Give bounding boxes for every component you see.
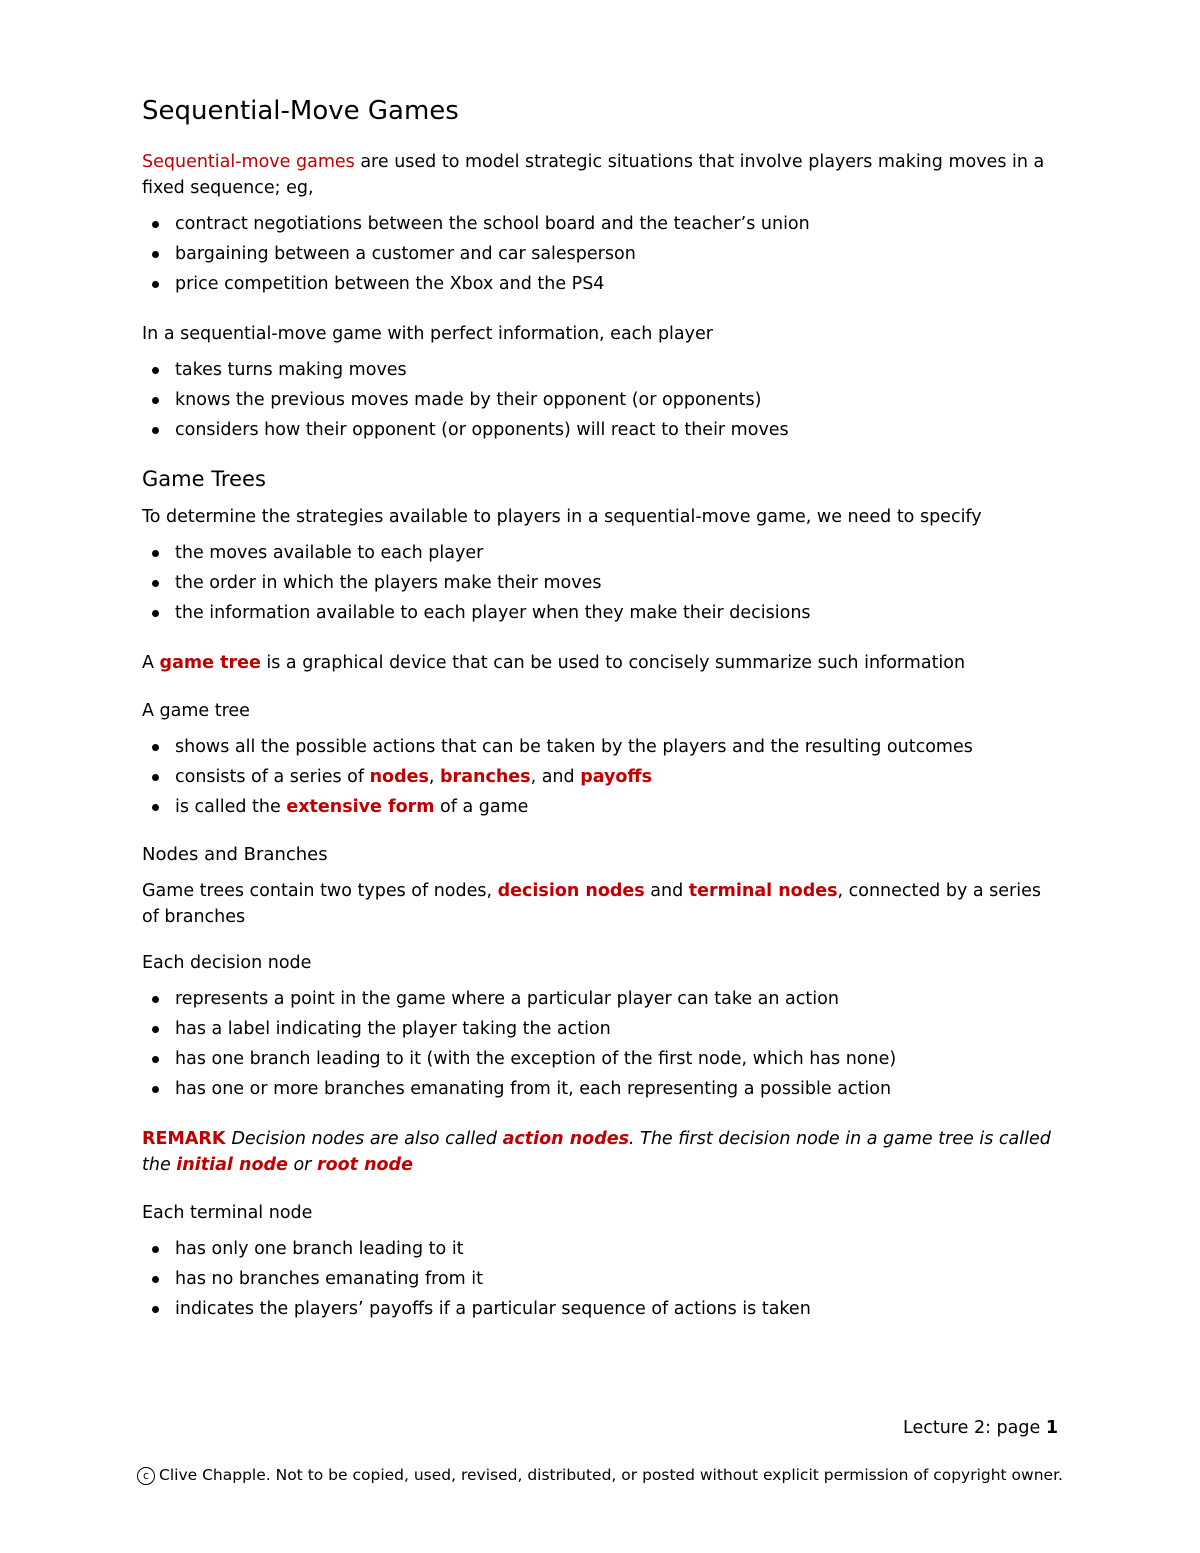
- list-item: price competition between the Xbox and the PS4: [142, 269, 1062, 299]
- game-tree-list: [142, 732, 1062, 822]
- term-root-node: root node: [316, 1154, 413, 1175]
- list-item: has one or more branches emanating from it, each representing a possible action: [142, 1074, 1062, 1104]
- list-item: is called the extensive form of a game: [142, 792, 1062, 822]
- list-item: contract negotiations between the school board and the teacher’s union: [142, 209, 1062, 239]
- perfect-info-list: [142, 355, 1062, 445]
- list-item: has one branch leading to it (with the exception of the first node, which has none): [142, 1044, 1062, 1074]
- remark-block: REMARK Decision nodes are also called action nodes. The first decision node in a game tree is called the initial node or root node: [142, 1128, 1051, 1175]
- intro-paragraph: Sequential-move games are used to model strategic situations that involve players making moves in a fixed sequence; eg,: [142, 152, 1045, 199]
- remark-label: REMARK: [142, 1128, 226, 1149]
- list-item: the information available to each player when they make their decisions: [142, 598, 1062, 628]
- section-heading-game-trees: Game Trees: [142, 467, 266, 492]
- term-action-nodes: action nodes: [502, 1128, 630, 1149]
- nodes-intro: Game trees contain two types of nodes, decision nodes and terminal nodes, connected by a series of branches: [142, 880, 1041, 927]
- list-item: bargaining between a customer and car salesperson: [142, 239, 1062, 269]
- term-terminal-nodes: terminal nodes: [688, 880, 838, 901]
- list-item: the order in which the players make their moves: [142, 568, 1062, 598]
- list-item: represents a point in the game where a particular player can take an action: [142, 984, 1062, 1014]
- bullet-icon: [152, 804, 159, 811]
- game-trees-lead: To determine the strategies available to players in a sequential-move game, we need to specify: [142, 507, 982, 528]
- list-item: considers how their opponent (or opponents) will react to their moves: [142, 415, 1062, 445]
- term-nodes: nodes: [369, 767, 429, 788]
- decision-node-list: [142, 984, 1062, 1104]
- bullet-icon: [152, 1056, 159, 1063]
- list-item: the moves available to each player: [142, 538, 1062, 568]
- list-item: knows the previous moves made by their opponent (or opponents): [142, 385, 1062, 415]
- bullet-icon: [152, 427, 159, 434]
- list-item: shows all the possible actions that can be taken by the players and the resulting outcomes: [142, 732, 1062, 762]
- document-page: [142, 96, 1062, 1346]
- term-sequential-move-games: Sequential-move games: [142, 152, 355, 173]
- terminal-node-lead: Each terminal node: [142, 1202, 313, 1223]
- copyright-icon: c: [137, 1467, 155, 1485]
- term-extensive-form: extensive form: [286, 797, 435, 818]
- bullet-icon: [152, 1276, 159, 1283]
- term-game-tree: game tree: [159, 653, 261, 674]
- list-item: takes turns making moves: [142, 355, 1062, 385]
- bullet-icon: [152, 367, 159, 374]
- bullet-icon: [152, 744, 159, 751]
- term-initial-node: initial node: [176, 1154, 288, 1175]
- bullet-icon: [152, 281, 159, 288]
- bullet-icon: [152, 1306, 159, 1313]
- bullet-icon: [152, 1086, 159, 1093]
- terminal-node-list: [142, 1234, 1062, 1324]
- term-branches: branches: [440, 767, 531, 788]
- game-tree-definition: A game tree is a graphical device that can be used to concisely summarize such information: [142, 653, 966, 674]
- bullet-icon: [152, 774, 159, 781]
- list-item: has no branches emanating from it: [142, 1264, 1062, 1294]
- page-title: Sequential-Move Games: [142, 96, 459, 126]
- bullet-icon: [152, 1026, 159, 1033]
- bullet-icon: [152, 550, 159, 557]
- list-item: has only one branch leading to it: [142, 1234, 1062, 1264]
- bullet-icon: [152, 996, 159, 1003]
- term-payoffs: payoffs: [580, 767, 653, 788]
- section-heading-nodes-branches: Nodes and Branches: [142, 844, 328, 866]
- copyright-notice: c Clive Chapple. Not to be copied, used, revised, distributed, or posted without explicit permission of copyright owner.: [0, 1466, 1200, 1485]
- bullet-icon: [152, 1246, 159, 1253]
- bullet-icon: [152, 397, 159, 404]
- perfect-info-lead: In a sequential-move game with perfect information, each player: [142, 324, 713, 345]
- specify-list: [142, 538, 1062, 628]
- page-number: 1: [1045, 1418, 1058, 1438]
- bullet-icon: [152, 251, 159, 258]
- game-tree-lead: A game tree: [142, 701, 250, 722]
- list-item: has a label indicating the player taking the action: [142, 1014, 1062, 1044]
- term-decision-nodes: decision nodes: [497, 880, 645, 901]
- page-number-footer: Lecture 2: page 1: [903, 1418, 1058, 1438]
- list-item: indicates the players’ payoffs if a particular sequence of actions is taken: [142, 1294, 1062, 1324]
- decision-node-lead: Each decision node: [142, 952, 312, 973]
- bullet-icon: [152, 610, 159, 617]
- list-item: consists of a series of nodes, branches, and payoffs: [142, 762, 1062, 792]
- bullet-icon: [152, 221, 159, 228]
- bullet-icon: [152, 580, 159, 587]
- intro-list: [142, 209, 1062, 299]
